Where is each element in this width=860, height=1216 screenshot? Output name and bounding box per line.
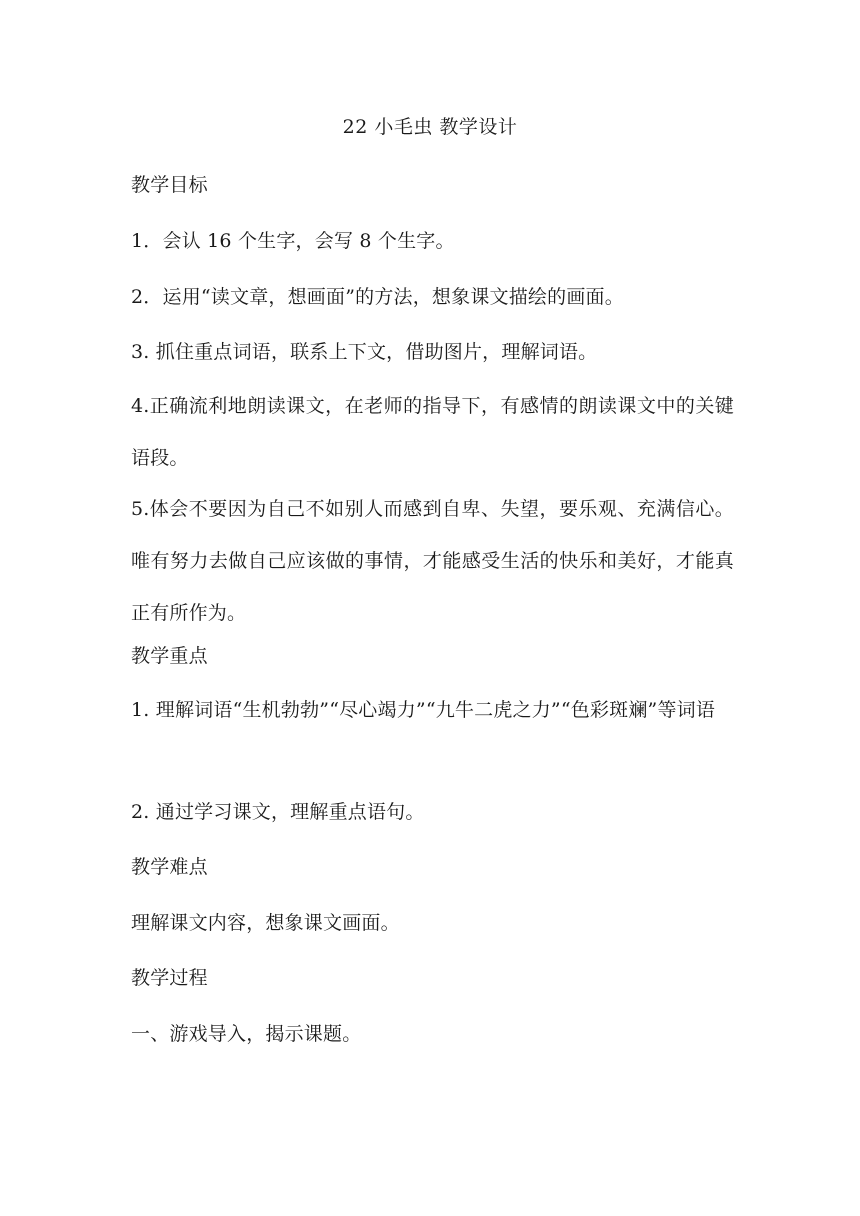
goal-item-2: 2．运用“读文章，想画面”的方法，想象课文描绘的画面。 xyxy=(131,286,624,308)
key-point-item-1: 1. 理解词语“生机勃勃”“尽心竭力”“九牛二虎之力”“色彩斑斓”等词语 xyxy=(131,699,716,721)
difficulty-heading: 教学难点 xyxy=(131,856,208,878)
goal-item-5: 5.体会不要因为自己不如别人而感到自卑、失望，要乐观、充满信心。唯有努力去做自己应该做的事情，才能感受生活的快乐和美好，才能真正有所作为。 xyxy=(131,498,734,624)
process-heading: 教学过程 xyxy=(131,967,208,989)
key-points-heading: 教学重点 xyxy=(131,645,208,667)
difficulty-item-1: 理解课文内容，想象课文画面。 xyxy=(131,912,400,934)
goal-item-4: 4.正确流利地朗读课文，在老师的指导下，有感情的朗读课文中的关键语段。 xyxy=(131,395,734,469)
key-point-item-2: 2. 通过学习课文，理解重点语句。 xyxy=(131,801,425,823)
goal-item-3: 3. 抓住重点词语，联系上下文，借助图片，理解词语。 xyxy=(131,341,598,363)
process-step-1: 一、游戏导入，揭示课题。 xyxy=(131,1023,362,1045)
document-title: 22 小毛虫 教学设计 xyxy=(342,116,518,138)
goals-heading: 教学目标 xyxy=(131,174,208,196)
goal-item-1: 1．会认 16 个生字，会写 8 个生字。 xyxy=(131,230,455,252)
